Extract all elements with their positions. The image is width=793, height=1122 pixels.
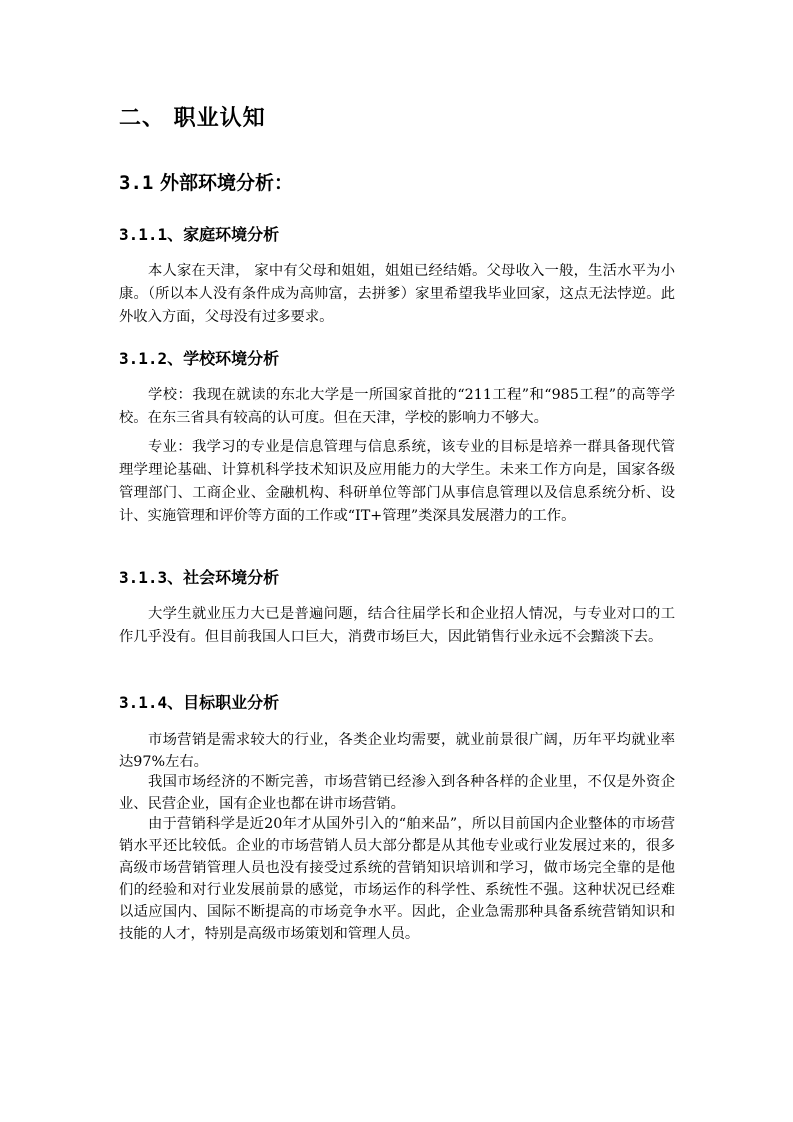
subsection-number: 3.1.3 (119, 568, 168, 587)
subsection-heading-3-1-4 (119, 690, 279, 713)
paragraph-marketing-science: 由于营销科学是近20年才从国外引入的“舶来品”，所以目前国内企业整体的市场营销水平还比较低。企业的市场营销人员大部分都是从其他专业或行业发展过来的，很多高级市场营销管理人员也没有接受过系统的营销知识培训和学习，做市场完全靠的是他们的经验和对行业发展前景的感觉，市场运作的科学性、系统性不强。这种状况已经难以适应国内、国际不断提高的市场竞争水平。因此，企业急需那种具备系统营销知识和技能的人才，特别是高级市场策划和管理人员。 (119, 816, 675, 942)
section-number: 3.1 (119, 172, 154, 194)
subsection-title: 、家庭环境分析 (167, 225, 280, 244)
subsection-title: 、学校环境分析 (167, 349, 280, 368)
paragraph-major: 专业：我学习的专业是信息管理与信息系统，该专业的目标是培养一群具备现代管理学理论基础、计算机科学技术知识及应用能力的大学生。未来工作方向是，国家各级管理部门、工商企业、金融机构、科研单位等部门从事信息管理以及信息系统分析、设计、实施管理和评价等方面的工作或“IT+管理”类深具发展潜力的工作。 (119, 439, 675, 524)
paragraph-school: 学校：我现在就读的东北大学是一所国家首批的“211工程”和“985工程”的高等学校。在东三省具有较高的认可度。但在天津，学校的影响力不够大。 (119, 387, 675, 426)
subsection-number: 3.1.2 (119, 349, 168, 368)
section-title: 外部环境分析： (159, 172, 293, 194)
chapter-heading: 二、 职业认知 (119, 106, 266, 131)
subsection-number: 3.1.4 (119, 693, 168, 712)
section-heading-3-1 (119, 168, 293, 195)
paragraph-society: 大学生就业压力大已是普遍问题，结合往届学长和企业招人情况，与专业对口的工作几乎没有。但目前我国人口巨大，消费市场巨大，因此销售行业永远不会黯淡下去。 (119, 606, 675, 645)
subsection-title: 、目标职业分析 (167, 693, 280, 712)
subsection-heading-3-1-3 (119, 565, 279, 588)
subsection-heading-3-1-1 (119, 222, 279, 245)
paragraph-market-economy: 我国市场经济的不断完善，市场营销已经渗入到各种各样的企业里，不仅是外资企业、民营企业，国有企业也都在讲市场营销。 (119, 774, 675, 812)
subsection-number: 3.1.1 (119, 225, 168, 244)
paragraph-career-demand: 市场营销是需求较大的行业，各类企业均需要，就业前景很广阔，历年平均就业率达97%左右。 (119, 732, 675, 770)
subsection-heading-3-1-2 (119, 346, 279, 369)
paragraph-family: 本人家在天津， 家中有父母和姐姐，姐姐已经结婚。父母收入一般，生活水平为小康。（所以本人没有条件成为高帅富，去拼爹）家里希望我毕业回家，这点无法悖逆。此外收入方面，父母没有过多要求。 (119, 263, 675, 325)
subsection-title: 、社会环境分析 (167, 568, 280, 587)
